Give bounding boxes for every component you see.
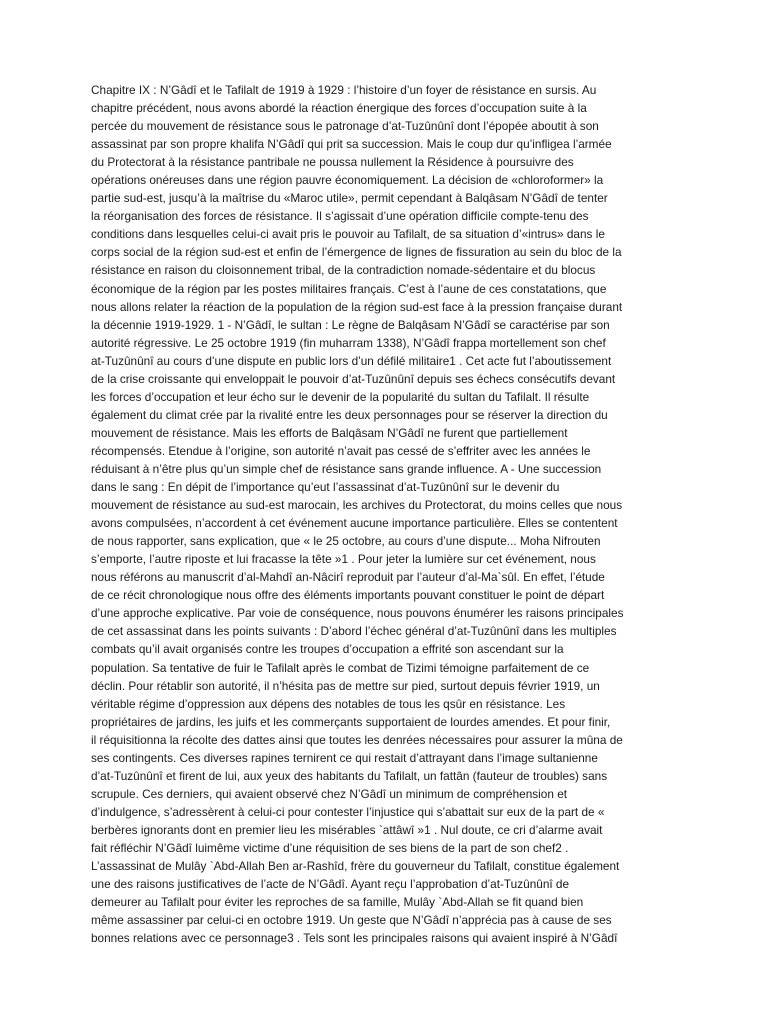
text-line: L’assassinat de Mulây `Abd-Allah Ben ar-Rashîd, frère du gouverneur du Tafilalt, constitue également [91,859,620,874]
text-line: assassinat par son propre khalifa N’Gâdî qui prit sa succession. Mais le coup dur qu’infligea l’armée [91,137,612,152]
text-line: ses contingents. Ces diverses rapines ternirent ce qui restait d’attrayant dans l’image sultanienne [91,750,598,765]
text-line: également du climat crée par la rivalité entre les deux personnages pour se réserver la direction du [91,407,608,422]
text-line: réduisant à n’être plus qu’un simple chef de résistance sans grande influence. A - Une succession [91,461,602,476]
text-line: d’une approche explicative. Par voie de conséquence, nous pouvons énumérer les raisons principales [91,606,624,621]
text-line: autorité régressive. Le 25 octobre 1919 (fin muharram 1338), N’Gâdî frappa mortellement son chef [91,335,606,350]
text-line: même assassiner par celui-ci en octobre 1919. Un geste que N’Gâdî n’apprécia pas à cause de ses [91,913,612,928]
text-line: la décennie 1919-1929. 1 - N’Gâdî, le sultan : Le règne de Balqâsam N’Gâdî se caractérise par son [91,317,610,332]
text-line: de cet assassinat dans les points suivants : D’abord l’échec général d’at-Tuzûnûnî dans les multiples [91,624,617,639]
text-line: percée du mouvement de résistance sous le patronage d’at-Tuzûnûnî dont l’épopée aboutit à son [91,119,599,134]
text-line: scrupule. Ces derniers, qui avaient observé chez N’Gâdî un minimum de compréhension et [91,786,568,801]
text-line: nous référons au manuscrit d’al-Mahdî an-Nâcirî reproduit par l’auteur d’al-Ma`sûl. En effet, l’étude [91,570,605,585]
chapter-body-text [91,81,691,947]
text-line: une des raisons justificatives de l’acte de N’Gâdî. Ayant reçu l’approbation d’at-Tuzûnûnî de [91,877,570,892]
text-line: il réquisitionna la récolte des dattes ainsi que toutes les denrées nécessaires pour assurer la mûna de [91,732,623,747]
text-line: corps social de la région sud-est et enfin de l’émergence de lignes de fissuration au sein du bloc de la [91,245,622,260]
text-line: combats qu’il avait organisés contre les troupes d’occupation a effrité son ascendant sur la [91,642,564,657]
text-line: partie sud-est, jusqu’à la maîtrise du «Maroc utile», permit cependant à Balqâsam N’Gâdî de tenter [91,191,608,206]
text-line: les forces d’occupation et leur écho sur le devenir de la popularité du sultan du Tafilalt. Il résulte [91,389,590,404]
text-line: mouvement de résistance au sud-est marocain, les archives du Protectorat, du moins celles que nous [91,498,623,513]
text-line: berbères ignorants dont en premier lieu les misérables `attâwî »1 . Nul doute, ce cri d’alarme avait [91,822,603,837]
text-line: Chapitre IX : N’Gâdî et le Tafilalt de 1919 à 1929 : l’histoire d’un foyer de résistance en sursis. Au [91,83,597,97]
text-line: chapitre précédent, nous avons abordé la réaction énergique des forces d’occupation suite à la [91,101,587,116]
text-line: résistance en raison du cloisonnement tribal, de la contradiction nomade-sédentaire et du blocus [91,263,596,278]
text-line: bonnes relations avec ce personnage3 . Tels sont les principales raisons qui avaient inspiré à N’Gâdî [91,931,618,946]
text-line: mouvement de résistance. Mais les efforts de Balqâsam N’Gâdî ne furent que partiellement [91,425,568,440]
text-line: récompensés. Etendue à l’origine, son autorité n’avait pas cessé de s’effriter avec les années le [91,443,591,458]
text-line: s’emporte, l’autre riposte et lui fracasse la tête »1 . Pour jeter la lumière sur cet événement, nous [91,552,596,567]
text-line: avons compulsées, n’accordent à cet événement aucune importance particulière. Elles se contentent [91,516,618,531]
text-line: d’indulgence, s’adressèrent à celui-ci pour contester l’injustice qui s’abattait sur eux de la part de « [91,804,605,819]
text-line: déclin. Pour rétablir son autorité, il n’hésita pas de mettre sur pied, surtout depuis février 1919, un [91,678,600,693]
text-line: économique de la région par les postes militaires français. C’est à l’aune de ces constatations, que [91,281,607,296]
text-line: demeurer au Tafilalt pour éviter les reproches de sa famille, Mulây `Abd-Allah se fit quand bien [91,895,584,910]
text-line: opérations onéreuses dans une région pauvre économiquement. La décision de «chloroformer» la [91,173,604,188]
text-line: conditions dans lesquelles celui-ci avait pris le pouvoir au Tafilalt, de sa situation d’«intrus» dans le [91,227,605,242]
text-line: d’at-Tuzûnûnî et firent de lui, aux yeux des habitants du Tafilalt, un fattân (fauteur de troubles) sans [91,768,608,783]
text-line: propriétaires de jardins, les juifs et les commerçants supportaient de lourdes amendes. Et pour finir, [91,714,611,729]
text-line: nous allons relater la réaction de la population de la région sud-est face à la pression française durant [91,299,623,314]
text-line: at-Tuzûnûnî au cours d’une dispute en public lors d’un défilé militaire1 . Cet acte fut l’aboutissement [91,353,612,368]
text-line: de nous rapporter, sans explication, que « le 25 octobre, au cours d’une dispute... Moha Nifrouten [91,534,601,549]
text-line: du Protectorat à la résistance pantribale ne poussa nullement la Résidence à poursuivre des [91,155,574,170]
text-line: de la crise croissante qui enveloppait le pouvoir d’at-Tuzûnûnî depuis ses échecs consécutifs devant [91,371,616,386]
text-line: la réorganisation des forces de résistance. Il s’agissait d’une opération difficile compte-tenu des [91,209,589,224]
text-line: de ce récit chronologique nous offre des éléments importants pouvant constituer le point de départ [91,588,605,603]
text-line: population. Sa tentative de fuir le Tafilalt après le combat de Tizimi témoigne parfaitement de ce [91,660,590,675]
text-line: véritable régime d’oppression aux dépens des notables de tous les qsûr en résistance. Les [91,696,566,711]
text-line: fait réfléchir N’Gâdî luimême victime d’une réquisition de ses biens de la part de son chef2 . [91,840,569,855]
text-line: dans le sang : En dépit de l’importance qu’eut l’assassinat d’at-Tuzûnûnî sur le devenir du [91,480,560,495]
